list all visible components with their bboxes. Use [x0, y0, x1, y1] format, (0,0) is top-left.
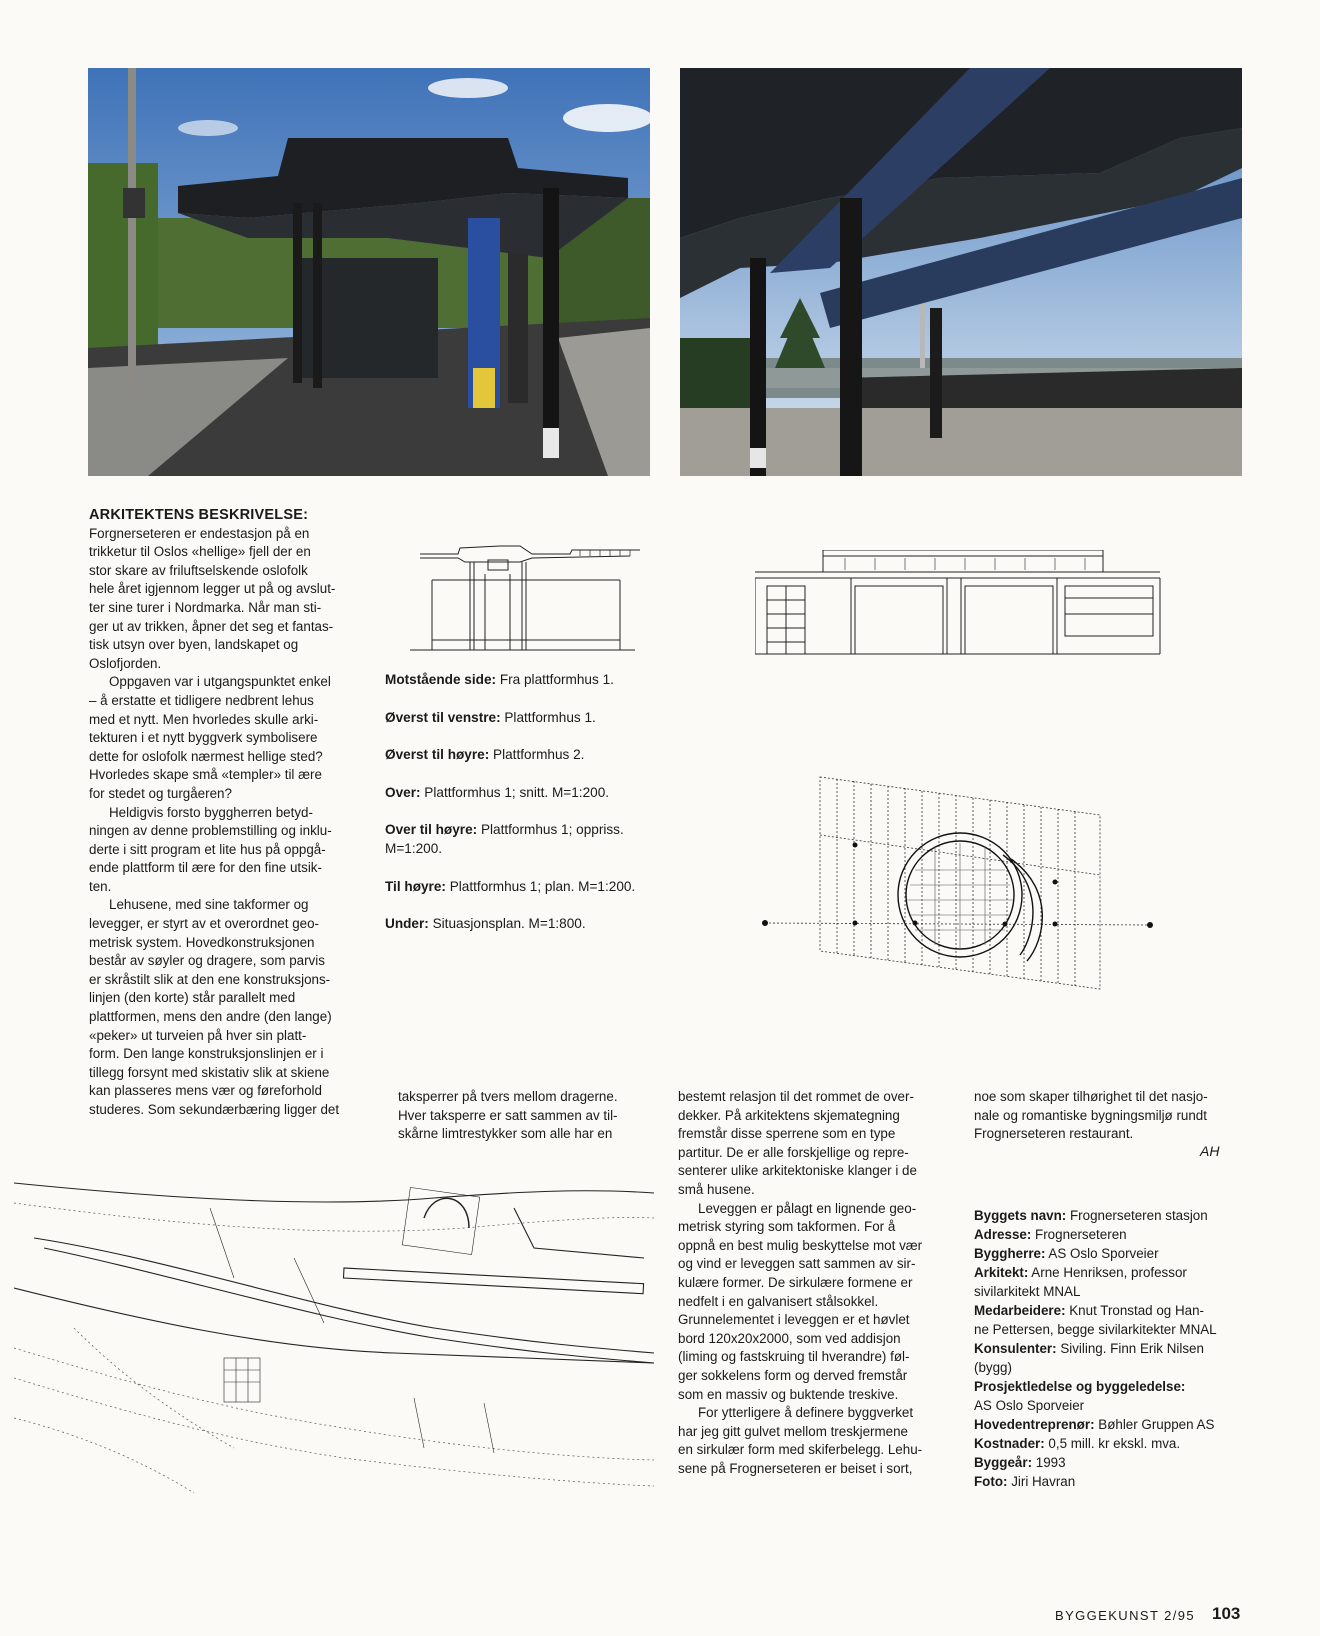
body-line: sene på Frognerseteren er beiset i sort,: [678, 1460, 913, 1476]
site-plan-drawing: [14, 1148, 654, 1493]
body-line: Oppgaven var i utgangspunktet enkel: [109, 674, 331, 690]
column-1: [89, 506, 361, 1120]
body-line: som en massiv og buktende treskive.: [678, 1386, 899, 1402]
caption-item: Øverst til høyre: Plattformhus 2.: [385, 747, 585, 762]
body-line: Hvorledes skape små «templer» til ære: [89, 767, 322, 783]
journal-footer: BYGGEKUNST 2/95: [1055, 1608, 1195, 1623]
column-3: [678, 1088, 950, 1478]
body-line: oppnå en best mulig beskyttelse mot vær: [678, 1237, 923, 1253]
body-line: skårne limtrestykker som alle har en: [398, 1126, 613, 1142]
platform-house-1-photo: [88, 68, 650, 476]
body-line: dette for oslofolk nærmest hellige sted?: [89, 748, 323, 764]
body-line: ter sine turer i Nordmarka. Når man sti-: [89, 599, 322, 615]
body-line: tillegg forsynt med skistativ slik at skiene: [89, 1064, 330, 1080]
body-line: en sirkulær form med skiferbelegg. Lehu-: [678, 1442, 923, 1458]
body-line: Forgnerseteren er endestasjon på en: [89, 525, 310, 541]
fact-row: ne Pettersen, begge sivilarkitekter MNAL: [974, 1322, 1217, 1337]
body-line: form. Den lange konstruksjonslinjen er i: [89, 1046, 324, 1062]
body-line: små husene.: [678, 1181, 755, 1197]
body-line: (liming og fastskruing til hverandre) føl-: [678, 1349, 910, 1365]
body-line: Leveggen er pålagt en lignende geo-: [698, 1200, 917, 1216]
body-line: dekker. På arkitektens skjemategning: [678, 1107, 900, 1123]
fact-row: Foto: Jiri Havran: [974, 1474, 1076, 1489]
body-line: studeres. Som sekundærbæring ligger det: [89, 1102, 340, 1117]
section-heading: ARKITEKTENS BESKRIVELSE:: [89, 507, 309, 523]
body-line: metrisk styring som takformen. For å: [678, 1219, 896, 1235]
body-line: bord 120x20x2000, som ved addisjon: [678, 1330, 901, 1346]
caption-item: Over til høyre: Plattformhus 1; oppriss. M=1:200.: [385, 822, 624, 856]
body-line: levegger, er styrt av et overordnet geo-: [89, 916, 319, 932]
body-line: For ytterligere å definere byggverket: [698, 1405, 914, 1421]
elevation-drawing: [755, 550, 1165, 655]
column-4: [974, 1088, 1246, 1144]
body-line: metrisk system. Hovedkonstruksjonen: [89, 934, 315, 950]
body-line: derte i sitt program et lite hus på oppgå-: [89, 841, 326, 857]
fact-row: Hovedentreprenør: Bøhler Gruppen AS: [974, 1417, 1215, 1432]
caption-item: Motstående side: Fra plattformhus 1.: [385, 672, 614, 687]
body-line: Oslofjorden.: [89, 655, 162, 671]
body-line: ten.: [89, 878, 112, 894]
body-line: kulære former. De sirkulære formene er: [678, 1274, 913, 1290]
body-line: – å erstatte et tidligere nedbrent lehus: [89, 692, 314, 708]
fact-row: Byggherre: AS Oslo Sporveier: [974, 1246, 1159, 1261]
caption-item: Over: Plattformhus 1; snitt. M=1:200.: [385, 784, 610, 800]
fact-row: Konsulenter: Siviling. Finn Erik Nilsen: [974, 1341, 1204, 1356]
body-line: bestemt relasjon til det rommet de over-: [678, 1089, 914, 1104]
body-line: ger ut av trikken, åpner det seg et fantas-: [89, 618, 334, 634]
body-line: stor skare av friluftselskende oslofolk: [89, 562, 308, 578]
fact-row: Adresse: Frognerseteren: [974, 1227, 1127, 1242]
body-line: Grunnelementet i leveggen er et høvlet: [678, 1312, 910, 1328]
fact-row: Arkitekt: Arne Henriksen, professor: [974, 1265, 1187, 1280]
body-line: med et nytt. Men hvorledes skulle arki-: [89, 711, 319, 727]
caption-item: Under: Situasjonsplan. M=1:800.: [385, 916, 586, 931]
platform-house-2-photo: [680, 68, 1242, 476]
body-line: nedfelt i en galvanisert stålsokkel.: [678, 1293, 879, 1309]
body-line: kan plasseres mens vær og føreforhold: [89, 1083, 322, 1099]
fact-row: Byggeår: 1993: [974, 1455, 1066, 1470]
body-line: ende plattform til ære for den fine utsik-: [89, 860, 322, 876]
body-line: partitur. De er alle forskjellige og repre-: [678, 1144, 909, 1160]
body-line: tisk utsyn over byen, landskapet og: [89, 637, 299, 653]
fact-row: Byggets navn: Frognerseteren stasjon: [974, 1208, 1208, 1223]
body-line: Lehusene, med sine takformer og: [109, 897, 309, 913]
fact-row: sivilarkitekt MNAL: [974, 1284, 1081, 1299]
body-line: plattformen, mens den andre (den lange): [89, 1009, 332, 1025]
caption-item: Øverst til venstre: Plattformhus 1.: [385, 709, 596, 725]
body-line: linjen (den korte) står parallelt med: [89, 990, 296, 1006]
body-line: Hver taksperre er satt sammen av til-: [398, 1107, 618, 1123]
author-signature: AH: [1200, 1143, 1220, 1159]
body-line: Heldigvis forsto byggherren betyd-: [109, 804, 313, 820]
body-line: trikketur til Oslos «hellige» fjell der en: [89, 544, 311, 560]
body-line: taksperrer på tvers mellom dragerne.: [398, 1089, 618, 1104]
body-line: er skråstilt slik at den ene konstruksjons-: [89, 971, 331, 987]
body-line: hele året igjennom legger ut på og avslut-: [89, 581, 336, 597]
project-facts: [974, 1206, 1244, 1491]
body-line: nale og romantiske bygningsmiljø rundt: [974, 1107, 1207, 1123]
figure-captions: [385, 670, 655, 952]
fact-row: Prosjektledelse og byggeledelse:: [974, 1379, 1186, 1394]
body-line: noe som skaper tilhørighet til det nasjo-: [974, 1089, 1208, 1104]
body-line: består av søyler og dragere, som parvis: [89, 953, 325, 969]
body-line: tekturen i et nytt byggverk symbolisere: [89, 730, 318, 746]
body-line: for stedet og turgåeren?: [89, 785, 232, 801]
fact-row: Medarbeidere: Knut Tronstad og Han-: [974, 1303, 1204, 1318]
section-drawing: [410, 540, 645, 652]
column-2: [398, 1088, 660, 1144]
body-line: Frognerseteren restaurant.: [974, 1126, 1134, 1142]
body-line: og vind er leveggen satt sammen av sir-: [678, 1256, 916, 1272]
body-line: ger sokkelens form og derved fremstår: [678, 1367, 908, 1383]
page-number: 103: [1212, 1604, 1241, 1623]
body-line: fremstår disse sperrene som en type: [678, 1126, 896, 1142]
plan-drawing: [755, 775, 1155, 990]
fact-row: AS Oslo Sporveier: [974, 1398, 1085, 1413]
fact-row: (bygg): [974, 1360, 1012, 1375]
body-line: senterer ulike arkitektoniske klanger i de: [678, 1163, 917, 1179]
body-line: ningen av denne problemstilling og inklu-: [89, 823, 332, 839]
body-line: «peker» ut turveien på hver sin platt-: [89, 1027, 307, 1043]
fact-row: Kostnader: 0,5 mill. kr ekskl. mva.: [974, 1436, 1181, 1451]
caption-item: Til høyre: Plattformhus 1; plan. M=1:200.: [385, 878, 636, 894]
body-line: har jeg gitt gulvet mellom treskjermene: [678, 1423, 908, 1439]
